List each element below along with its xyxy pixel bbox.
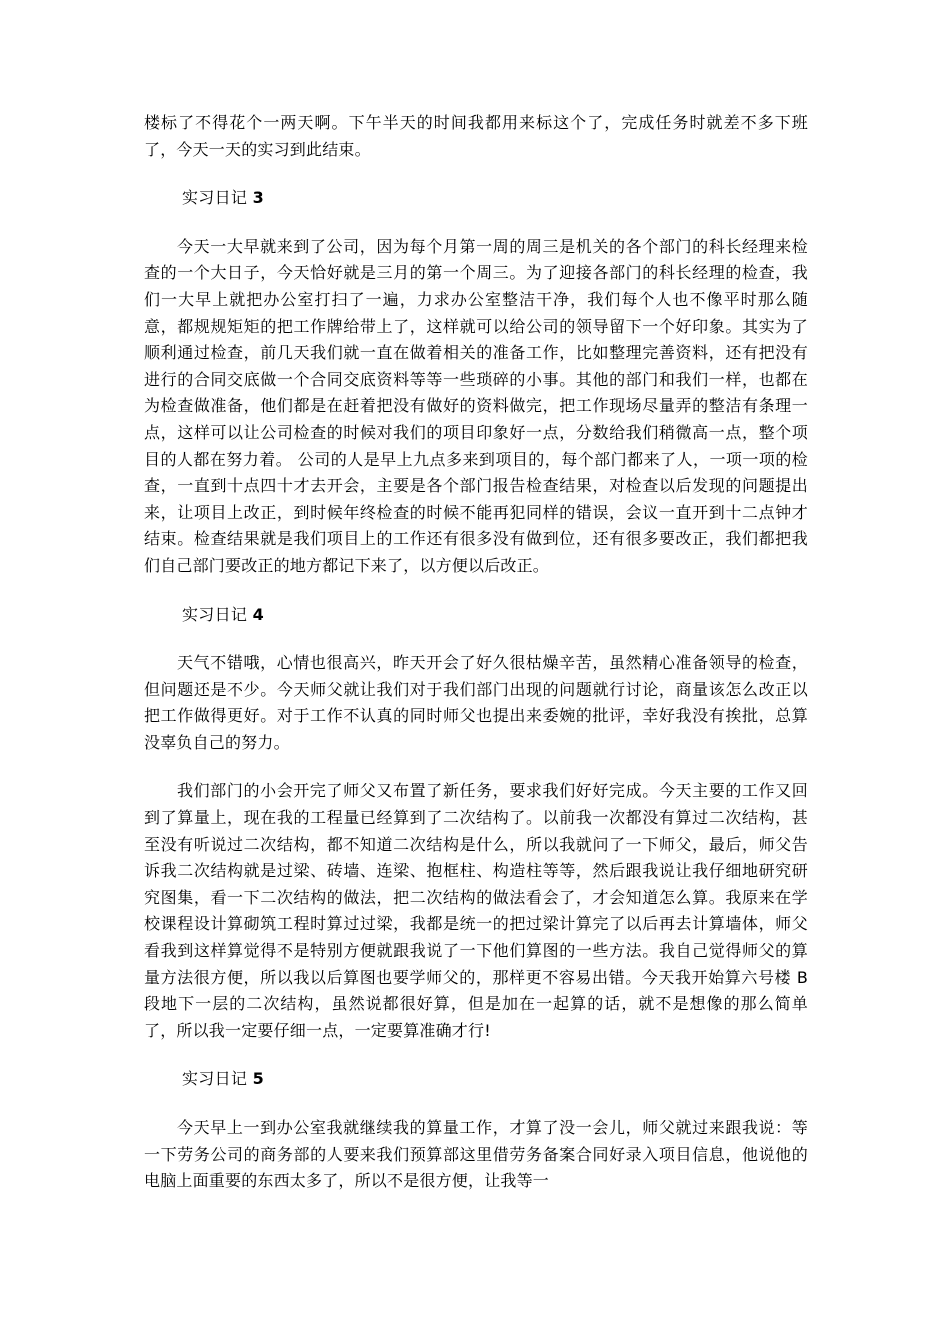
heading-diary-3 [144,185,808,212]
heading-diary-5 [144,1066,808,1093]
paragraph-diary-3: 今天一大早就来到了公司，因为每个月第一周的周三是机关的各个部门的科长经理来检查的一个大日子，今天恰好就是三月的第一个周三。为了迎接各部门的科长经理的检查，我们一大早上就把办公室打扫了一遍，力求办公室整洁干净，我们每个人也不像平时那么随意，都规规矩矩的把工作牌给带上了，这样就可以给公司的领导留下一个好印象。其实为了顺利通过检查，前几天我们就一直在做着相关的准备工作，比如整理完善资料，还有把没有进行的合同交底做一个合同交底资料等等一些琐碎的小事。其他的部门和我们一样，也都在为检查做准备，他们都是在赶着把没有做好的资料做完，把工作现场尽量弄的整洁有条理一点，这样可以让公司检查的时候对我们的项目印象好一点，分数给我们稍微高一点，整个项目的人都在努力着。 公司的人是早上九点多来到项目的，每个部门都来了人，一项一项的检查，一直到十点四十才去开会，主要是各个部门报告检查结果，对检查以后发现的问题提出来，让项目上改正，到时候年终检查的时候不能再犯同样的错误，会议一直开到十二点钟才结束。检查结果就是我们项目上的工作还有很多没有做到位，还有很多要改正，我们都把我们自己部门要改正的地方都记下来了，以方便以后改正。 [144,236,808,575]
heading-number: 5 [252,1069,265,1089]
paragraph-diary-5: 今天早上一到办公室我就继续我的算量工作，才算了没一会儿，师父就过来跟我说：等一下劳务公司的商务部的人要来我们预算部这里借劳务备案合同好录入项目信息，他说他的电脑上面重要的东西太多了，所以不是很方便，让我等一 [144,1118,808,1191]
document-body [144,110,808,1217]
heading-diary-4 [144,602,808,629]
heading-label: 实习日记 [182,188,253,208]
heading-label: 实习日记 [182,1069,253,1089]
paragraph-continuation: 楼标了不得花个一两天啊。下午半天的时间我都用来标这个了，完成任务时就差不多下班了，今天一天的实习到此结束。 [144,113,808,159]
paragraph-diary-4-a: 天气不错哦，心情也很高兴，昨天开会了好久很枯燥辛苦，虽然精心准备领导的检查，但问题还是不少。今天师父就让我们对于我们部门出现的问题就行讨论，商量该怎么改正以把工作做得更好。对于工作不认真的同时师父也提出来委婉的批评，幸好我没有挨批，总算没辜负自己的努力。 [144,653,808,752]
paragraph-diary-4-b: 我们部门的小会开完了师父又布置了新任务，要求我们好好完成。今天主要的工作又回到了算量上，现在我的工程量已经算到了二次结构了。以前我一次都没有算过二次结构，甚至没有听说过二次结构，都不知道二次结构是什么，所以我就问了一下师父，最后，师父告诉我二次结构就是过梁、砖墙、连梁、抱框柱、构造柱等等，然后跟我说让我仔细地研究研究图集，看一下二次结构的做法，把二次结构的做法看会了，才会知道怎么算。我原来在学校课程设计算砌筑工程时算过过梁，我都是统一的把过梁计算完了以后再去计算墙体，师父看我到这样算觉得不是特别方便就跟我说了一下他们算图的一些方法。我自己觉得师父的算量方法很方便，所以我以后算图也要学师父的，那样更不容易出错。今天我开始算六号楼 B 段地下一层的二次结构，虽然说都很好算，但是加在一起算的话，就不是想像的那么简单了，所以我一定要仔细一点，一定要算准确才行! [144,781,808,1040]
heading-number: 4 [252,604,265,624]
heading-label: 实习日记 [182,604,253,624]
heading-number: 3 [252,188,265,208]
